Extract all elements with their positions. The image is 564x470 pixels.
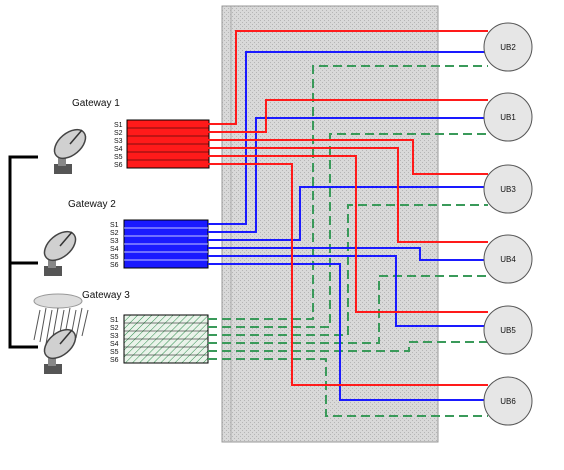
satellite-dish-icon <box>39 324 81 374</box>
gateway-3 <box>34 290 208 374</box>
port-label: S6 <box>110 262 119 269</box>
gateway-3-label: Gateway 3 <box>82 290 130 301</box>
satellite-dish-icon <box>39 226 81 276</box>
gateway-2-label: Gateway 2 <box>68 199 116 210</box>
user-beam-ub2 <box>484 23 532 71</box>
satellite-dish-icon <box>49 124 91 174</box>
port-label: S3 <box>110 238 119 245</box>
gateway-1-port-labels <box>114 122 123 169</box>
user-beam-ub5 <box>484 306 532 354</box>
user-beam-ub3 <box>484 165 532 213</box>
port-label: S2 <box>110 325 119 332</box>
user-beam-ub6 <box>484 377 532 425</box>
port-label: S2 <box>110 230 119 237</box>
port-label: S2 <box>114 130 123 137</box>
port-label: S5 <box>114 154 123 161</box>
port-label: S1 <box>110 222 119 229</box>
ub3-label: UB3 <box>500 185 516 194</box>
gateway-2 <box>39 199 208 276</box>
ground-network-bracket <box>10 157 38 347</box>
gateway-2-port-labels <box>110 222 119 269</box>
port-label: S1 <box>114 122 123 129</box>
port-label: S1 <box>110 317 119 324</box>
gateway-3-port-labels <box>110 317 119 364</box>
gateway-1 <box>49 98 209 174</box>
port-label: S5 <box>110 254 119 261</box>
port-label: S3 <box>110 333 119 340</box>
port-label: S4 <box>110 246 119 253</box>
ub4-label: UB4 <box>500 255 516 264</box>
ub2-label: UB2 <box>500 43 516 52</box>
user-beam-ub4 <box>484 235 532 283</box>
ub1-label: UB1 <box>500 113 516 122</box>
ub6-label: UB6 <box>500 397 516 406</box>
port-label: S3 <box>114 138 123 145</box>
ub5-label: UB5 <box>500 326 516 335</box>
port-label: S6 <box>114 162 123 169</box>
port-label: S4 <box>114 146 123 153</box>
port-label: S4 <box>110 341 119 348</box>
port-label: S5 <box>110 349 119 356</box>
user-beam-ub1 <box>484 93 532 141</box>
gateway-1-label: Gateway 1 <box>72 98 120 109</box>
port-label: S6 <box>110 357 119 364</box>
